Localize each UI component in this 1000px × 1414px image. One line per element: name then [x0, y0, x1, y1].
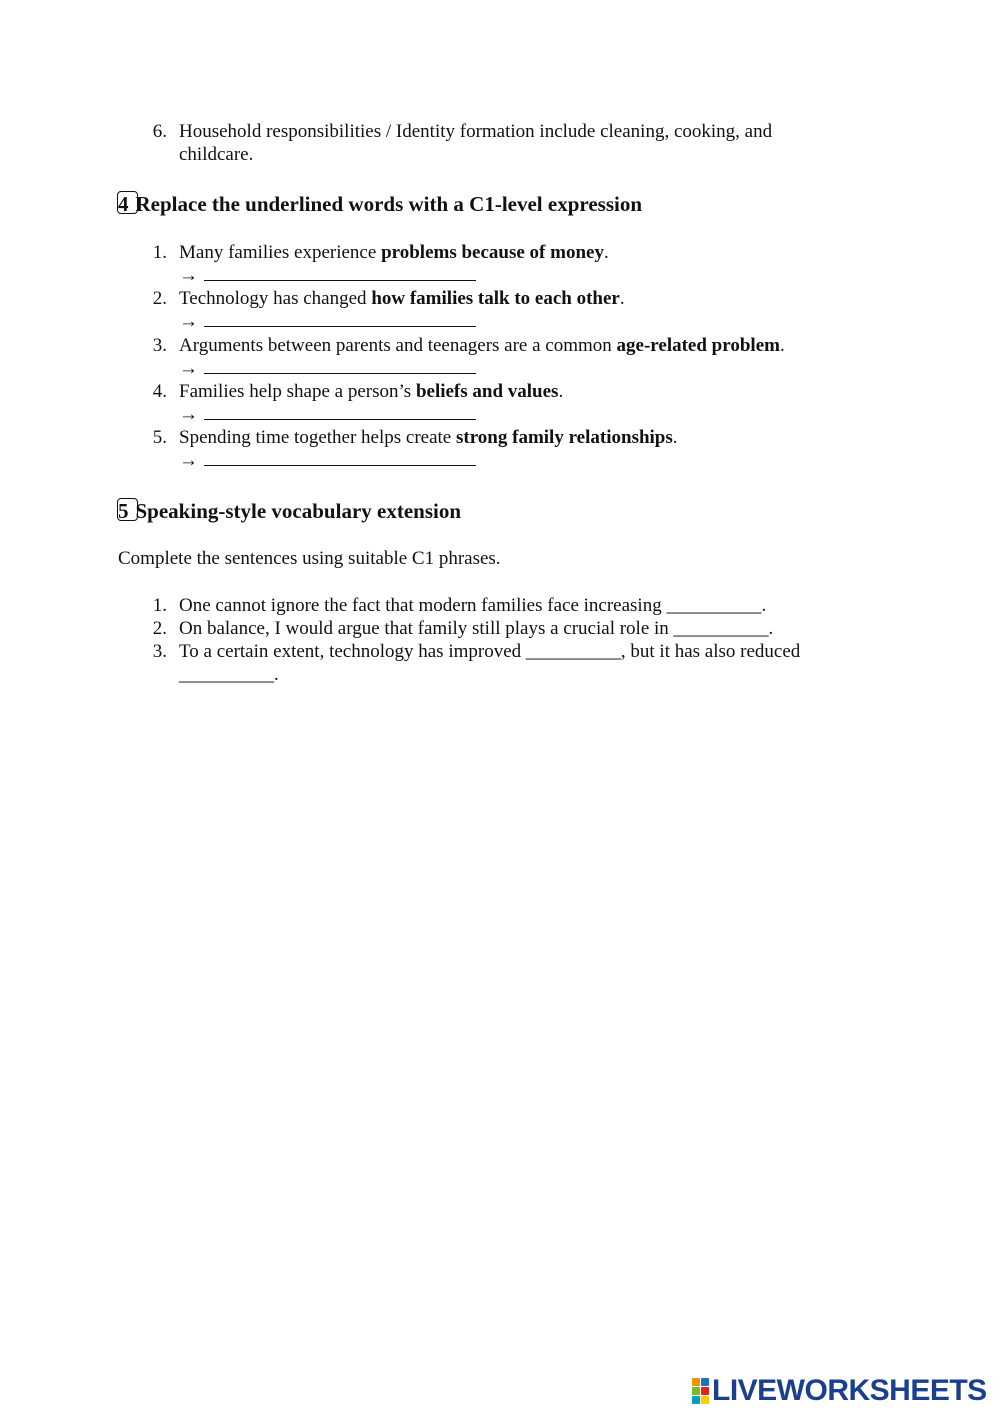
- item-text: One cannot ignore the fact that modern families face increasing __________.: [179, 595, 767, 616]
- item-text-plain: Spending time together helps create: [179, 427, 456, 448]
- item-text-plain: Many families experience: [179, 242, 382, 263]
- underlined-phrase: problems because of money: [381, 242, 604, 263]
- liveworksheets-logo: [692, 1376, 987, 1406]
- item-text: [179, 334, 785, 357]
- section-heading: [118, 191, 643, 217]
- arrow-icon: →: [179, 404, 198, 425]
- section-number: 5: [118, 499, 129, 523]
- item-text: To a certain extent, technology has improved __________, but it has also reduced: [179, 641, 801, 662]
- section-title: Replace the underlined words with a C1-level expression: [135, 192, 643, 216]
- answer-row: [179, 403, 476, 426]
- section-number: 4: [118, 192, 129, 216]
- underlined-phrase: beliefs and values: [415, 381, 559, 402]
- answer-row: [179, 449, 476, 472]
- answer-blank[interactable]: [204, 357, 476, 374]
- item-number: 2.: [152, 618, 167, 639]
- brand-name: LIVEWORKSHEETS: [712, 1374, 987, 1407]
- answer-blank[interactable]: [204, 403, 476, 420]
- item-number: 6.: [152, 121, 167, 142]
- answer-row: [179, 310, 476, 333]
- item-text: __________.: [179, 664, 279, 685]
- item-number: 5.: [152, 427, 167, 448]
- underlined-phrase: age-related problem: [616, 335, 780, 356]
- underlined-phrase: how families talk to each other: [371, 288, 620, 309]
- item-text-plain: .: [672, 427, 678, 448]
- item-number: 3.: [152, 335, 167, 356]
- item-number: 1.: [152, 242, 167, 263]
- item-text-plain: Technology has changed: [179, 288, 372, 309]
- item-text: childcare.: [179, 144, 254, 165]
- arrow-icon: →: [179, 450, 198, 471]
- item-text: Household responsibilities / Identity formation include cleaning, cooking, and: [179, 121, 773, 142]
- underlined-phrase: strong family relationships: [456, 427, 673, 448]
- item-text: [179, 287, 625, 310]
- arrow-icon: →: [179, 358, 198, 379]
- answer-blank[interactable]: [204, 310, 476, 327]
- arrow-icon: →: [179, 311, 198, 332]
- instruction-text: Complete the sentences using suitable C1 phrases.: [118, 548, 501, 569]
- section-title: Speaking-style vocabulary extension: [135, 499, 462, 523]
- answer-row: [179, 264, 476, 287]
- item-text-plain: .: [779, 335, 785, 356]
- logo-tile: [701, 1387, 709, 1395]
- logo-tile: [692, 1378, 700, 1386]
- item-text-plain: .: [558, 381, 564, 402]
- item-text: [179, 380, 563, 403]
- item-text-plain: Arguments between parents and teenagers are a common: [179, 335, 617, 356]
- arrow-icon: →: [179, 265, 198, 286]
- answer-row: [179, 357, 476, 380]
- section-heading: [118, 498, 462, 524]
- logo-tile: [692, 1396, 700, 1404]
- logo-icon: [692, 1378, 709, 1404]
- answer-blank[interactable]: [204, 264, 476, 281]
- item-text: [179, 241, 609, 264]
- logo-tile: [701, 1396, 709, 1404]
- item-text-plain: Families help shape a person’s: [179, 381, 416, 402]
- logo-tile: [701, 1378, 709, 1386]
- item-number: 3.: [152, 641, 167, 662]
- logo-tile: [692, 1387, 700, 1395]
- item-text-plain: .: [619, 288, 625, 309]
- item-number: 4.: [152, 381, 167, 402]
- item-number: 2.: [152, 288, 167, 309]
- item-text-plain: .: [603, 242, 609, 263]
- answer-blank[interactable]: [204, 449, 476, 466]
- item-text: On balance, I would argue that family still plays a crucial role in __________.: [179, 618, 774, 639]
- item-text: [179, 426, 678, 449]
- item-number: 1.: [152, 595, 167, 616]
